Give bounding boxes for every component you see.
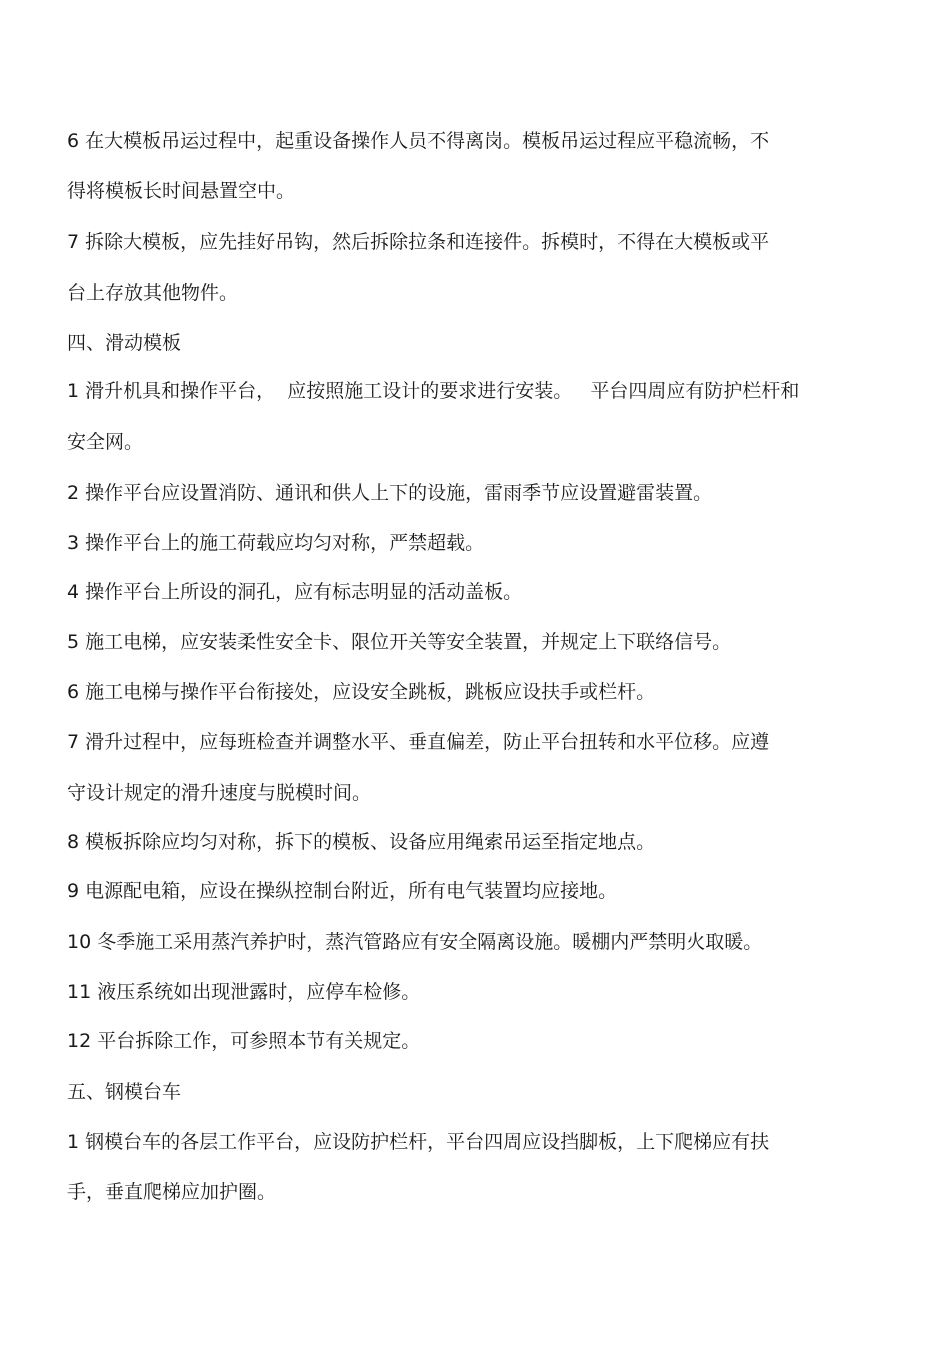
paragraph-line: 8 模板拆除应均匀对称，拆下的模板、设备应用绳索吊运至指定地点。 <box>67 831 656 853</box>
paragraph-line: 6 施工电梯与操作平台衔接处，应设安全跳板，跳板应设扶手或栏杆。 <box>67 681 656 703</box>
paragraph-line: 6 在大模板吊运过程中，起重设备操作人员不得离岗。模板吊运过程应平稳流畅，不 <box>67 130 770 152</box>
paragraph-line: 11 液压系统如出现泄露时，应停车检修。 <box>67 981 421 1003</box>
paragraph-line: 安全网。 <box>67 431 144 453</box>
paragraph-line: 1 钢模台车的各层工作平台，应设防护栏杆，平台四周应设挡脚板，上下爬梯应有扶 <box>67 1131 770 1153</box>
paragraph-line: 台上存放其他物件。 <box>67 282 239 304</box>
paragraph-line: 9 电源配电箱，应设在操纵控制台附近，所有电气装置均应接地。 <box>67 880 618 902</box>
paragraph-line: 手，垂直爬梯应加护圈。 <box>67 1181 277 1203</box>
paragraph-line: 1 滑升机具和操作平台， 应按照施工设计的要求进行安装。 平台四周应有防护栏杆和 <box>67 380 800 402</box>
paragraph-line: 4 操作平台上所设的洞孔，应有标志明显的活动盖板。 <box>67 581 523 603</box>
paragraph-line: 7 拆除大模板，应先挂好吊钩，然后拆除拉条和连接件。拆模时，不得在大模板或平 <box>67 231 770 253</box>
paragraph-line: 2 操作平台应设置消防、通讯和供人上下的设施，雷雨季节应设置避雷装置。 <box>67 482 713 504</box>
paragraph-line: 守设计规定的滑升速度与脱模时间。 <box>67 782 372 804</box>
paragraph-line: 7 滑升过程中，应每班检查并调整水平、垂直偏差，防止平台扭转和水平位移。应遵 <box>67 731 770 753</box>
paragraph-line: 得将模板长时间悬置空中。 <box>67 180 296 202</box>
paragraph-line: 12 平台拆除工作，可参照本节有关规定。 <box>67 1030 421 1052</box>
paragraph-line: 10 冬季施工采用蒸汽养护时，蒸汽管路应有安全隔离设施。暖棚内严禁明火取暖。 <box>67 931 763 953</box>
paragraph-line: 3 操作平台上的施工荷载应均匀对称，严禁超载。 <box>67 532 485 554</box>
section-heading: 四、滑动模板 <box>67 332 182 354</box>
paragraph-line: 5 施工电梯，应安装柔性安全卡、限位开关等安全装置，并规定上下联络信号。 <box>67 631 732 653</box>
section-heading: 五、钢模台车 <box>67 1081 182 1103</box>
